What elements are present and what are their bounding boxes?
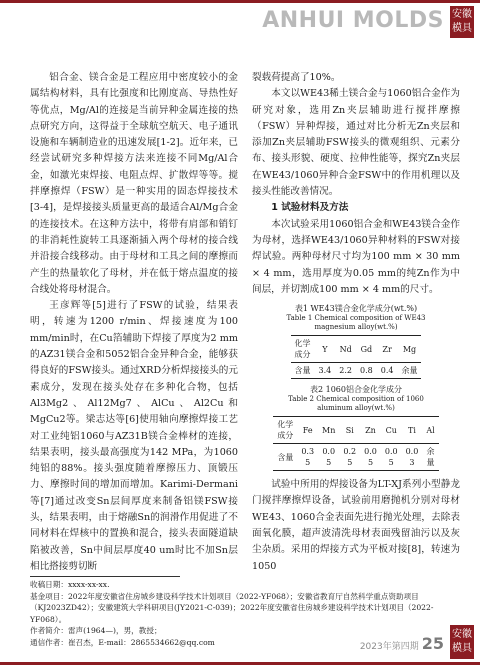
table2-header-row [273,417,438,444]
table2-header-cell: Zn [360,417,381,444]
table1-value-row [291,363,422,379]
table1-row-label: 化学 成分 [291,336,315,363]
table2-header-cell: Fe [297,417,318,444]
table1-header-cell: Zr [377,336,398,363]
journal-brand: ANHUI MOLDS [262,8,444,33]
journal-badge-top [450,6,474,38]
page-number-value: 25 [421,634,444,653]
footnote-fund-2: （KJ2023ZD42）；安徽建筑大学科研项目(JY2021-C-039)；2022年度安徽省住房城乡建设科学技术计划项目（2022-YF068）。 [30,603,434,624]
footnote-separator [30,576,180,577]
left-column [30,70,238,575]
badge-line-1: 安徽 [452,9,472,20]
table2-header-cell: Cu [381,417,402,444]
table2-value-cell: 0.2 5 [339,444,360,471]
table2-caption [252,385,460,413]
table2-caption-en-1: Table 2 Chemical composition of 1060 [288,395,424,404]
table1-header-row [291,336,422,363]
issue-label: 2023年第四期 [359,642,419,652]
footnote-received: 收稿日期：xxxx-xx-xx. [30,580,110,589]
table1-value-cell: 0.4 [377,363,398,379]
table2-content-label: 含量 [273,444,297,471]
badge-line-1: 安徽 [452,629,472,640]
table1-value-cell: 0.8 [356,363,377,379]
table2-header-cell: Mn [318,417,339,444]
footnote-fund-1: 基金项目：2022年度安徽省住房城乡建设科学技术计划项目（2022-YF068）；安徽省教育厅自然科学重点资助项目 [30,591,419,601]
table1-header-cell: Nd [335,336,356,363]
table2-header-cell: Ti [402,417,423,444]
table2-header-cell: Al [422,417,438,444]
table2-1060-composition [273,416,438,471]
paragraph-intro: 铝合金、镁合金是工程应用中密度较小的金属结构材料，具有比强度和比刚度高、导热性好等优点，Mg/Al的连接是当前异种金属连接的热点研究方向，这得益于全球航空航天、电子通讯设施和车辆制造业的迅速发展[1-2]。近年来，已经尝试研究多种焊接方法来连接不同Mg/Al合金，如激光束焊接、电阻点焊、扩散焊等等。搅拌摩擦焊（FSW）是一种实用的固态焊接技术[3-4]，是焊接接头质量更高的最适合Al/Mg合金的连接技术。在这种方法中，将带有肩部和销钉的非消耗性旋转工具逐渐插入两个母材的接合线并沿接合线移动。由于母材和工具之间的摩擦而产生的热量软化了母材，并在低于熔点温度的接合线处将母材混合。 [30,72,238,295]
table2-value-cell: 0.0 3 [402,444,423,471]
badge-line-2: 模具 [452,23,472,34]
table1-header-cell: Gd [356,336,377,363]
top-accent-rule [0,0,480,3]
table1-header-cell: Y [315,336,336,363]
table2-caption-en-2: aluminum alloy(wt.%) [317,404,395,413]
footnote-contact: 通信作者：崔召杰，E-mail：2865534662@qq.com [30,637,215,647]
table2-value-cell: 0.3 5 [297,444,318,471]
table1-header-cell: Mg [397,336,421,363]
table2-value-cell: 0.0 5 [360,444,381,471]
table1-value-cell: 余量 [397,363,421,379]
table1-caption-en-1: Table 1 Chemical composition of WE43 [286,314,426,323]
table2-caption-cn: 表2 1060铝合金化学成分 [310,385,402,395]
table1-content-label: 含量 [291,363,315,379]
table2-row-label: 化学 成分 [273,417,297,444]
paragraph-objective: 本文以WE43稀土镁合金与1060铝合金作为研究对象，选用Zn夹层辅助进行搅拌摩擦（FSW）异种焊接，通过对比分析无Zn夹层和添加Zn夹层辅助FSW接头的微观组织、元素分布、接头形貌、硬度、拉伸性能等，探究Zn夹层在WE43/1060异种合金FSW中的作用机理以及接头性能改善情况。 [252,88,460,198]
page-number [360,634,444,653]
badge-line-2: 模具 [452,643,472,654]
paragraph-materials: 本次试验采用1060铝合金和WE43镁合金作为母材，选择WE43/1060异种材料的FSW对接焊试验。两种母材尺寸均为100 mm × 30 mm × 4 mm，选用厚度为0.05 mm的纯Zn作为中间层，并切割成100 mm × 4 mm的尺寸。 [252,218,460,295]
table2-value-cell: 0.0 5 [318,444,339,471]
table1-caption-cn: 表1 WE43镁合金化学成分(wt.%) [294,304,418,314]
table2-value-row [273,444,438,471]
table2-header-cell: Si [339,417,360,444]
table1-we43-composition [291,335,422,379]
footnote-author: 作者简介：雷声(1964—)，男，教授； [30,626,162,636]
table1-caption [252,304,460,332]
table1-value-cell: 3.4 [315,363,336,379]
table1-value-cell: 2.2 [335,363,356,379]
paragraph-literature: 王彦辉等[5]进行了FSW的试验，结果表明，转速为1200 r/min、焊接速度为100 mm/min时，在Cu箔辅助下焊接了厚度为2 mm的AZ31镁合金和5052铝合金异种合金，能够获得良好的FSW接头。通过XRD分析焊接接头的元素成分，发现在接头处存在多种化合物，包括Al3Mg2、Al12Mg7、AlCu、Al2Cu和MgCu2等。梁志达等[6]使用轴向摩擦焊接工艺对工业纯铝1060与AZ31B镁合金棒材的连接，结果表明，接头最高强度为142 MPa，为1060纯铝的88%。接头强度随着摩擦压力、顶锻压力、摩擦时间的增加而增加。Karimi-Dermani等[7]通过改变Sn层间厚度来制备铝镁FSW接头，结果表明，由于熔融Sn的润滑作用促进了不同材料在焊核中的置换和混合，接头表面隧道缺陷被改善，Sn中间层厚度40 um时比不加Sn层相比搭接剪切断 [30,300,238,572]
paragraph-equipment: 试验中所用的焊接设备为LT-XJ系列小型静龙门搅拌摩擦焊设备，试验前用磨抛机分别对母材WE43、1060合金表面先进行抛光处理，去除表面氧化膜，超声波清洗母材表面残留油污以及灰尘杂质。采用的焊接方式为平板对接[8]，转速为1050 [252,479,460,572]
journal-badge-bottom [450,625,474,659]
table2-value-cell: 0.0 5 [381,444,402,471]
table1-caption-en-2: magnesium alloy(wt.%) [314,323,398,332]
table2-value-cell: 余 量 [422,444,438,471]
right-column [252,70,460,575]
paragraph-continuation: 裂载荷提高了10%。 [252,72,341,83]
section-title: 1 试验材料及方法 [271,202,349,214]
